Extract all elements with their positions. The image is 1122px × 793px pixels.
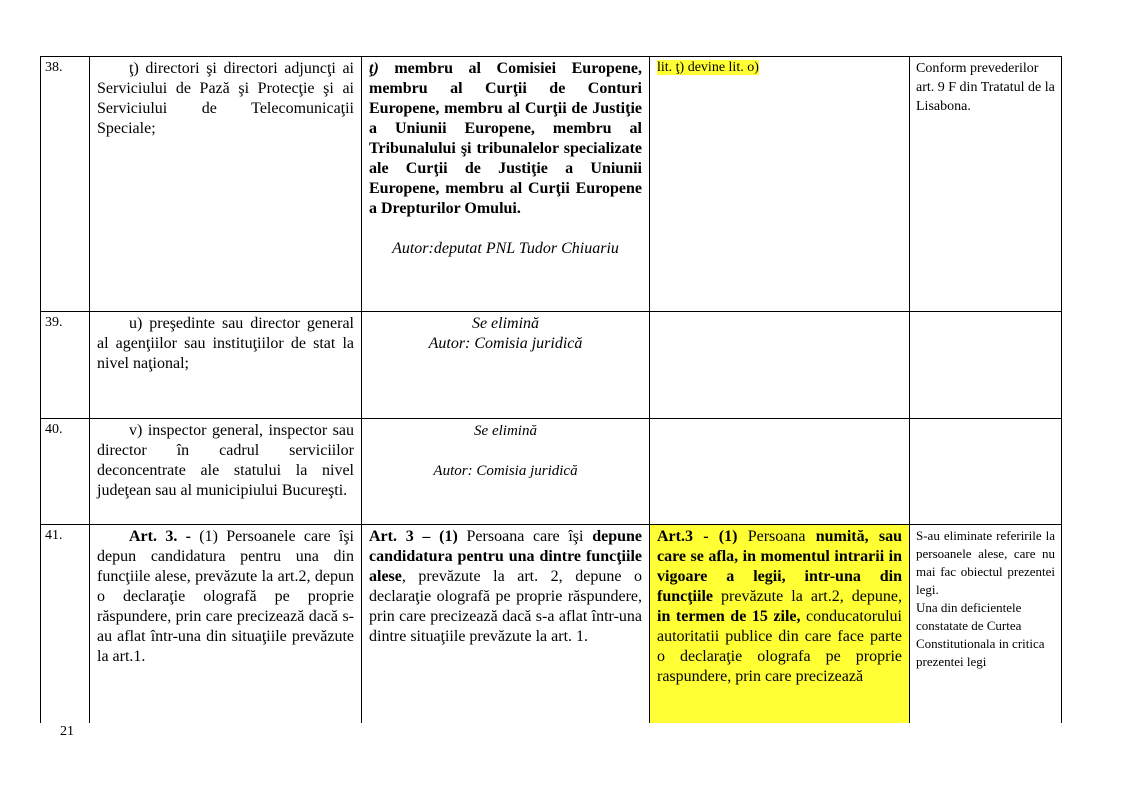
revised-text-bold: in termen de 15 zile,	[657, 608, 801, 625]
row-number: 38.	[41, 57, 90, 312]
original-text: v) inspector general, inspector sau director în cadrul serviciilor deconcentrate ale statului la nivel judeţean sau al municipiului Bucureşti.	[97, 422, 354, 499]
motivation-cell	[910, 312, 1062, 419]
revised-text: lit. ţ) devine lit. o)	[657, 60, 759, 75]
amendment-article-heading: Art. 3 – (1)	[369, 528, 458, 545]
row-number: 40.	[41, 419, 90, 525]
motivation-text: Conform prevederilor art. 9 F din Tratatul de la Lisabona.	[916, 61, 1055, 114]
original-text-cell	[90, 57, 362, 312]
motivation-cell	[910, 57, 1062, 312]
amendments-table	[40, 56, 1062, 723]
amendment-removed: Se elimină	[471, 315, 540, 332]
row-number: 41.	[41, 525, 90, 724]
motivation-text: S-au eliminate referirile la persoanele alese, care nu mai fac obiectul prezentei legi.	[916, 528, 1055, 597]
revised-text-bold: numită, sau care se afla, in momentul intrarii in vigoare a legii, intr-una din funcţiile	[657, 528, 903, 605]
amendment-author: Autor:deputat PNL Tudor Chiuariu	[392, 240, 619, 257]
amendment-author: Autor: Comisia juridică	[428, 335, 583, 352]
amendment-cell	[362, 525, 650, 724]
amendment-removed: Se elimină	[474, 423, 537, 439]
amendment-cell	[362, 419, 650, 525]
amendment-text: Persoana care îşi	[457, 528, 593, 545]
revised-text: prevăzute la art.2, depune,	[713, 588, 902, 605]
original-text: u) preşedinte sau director general al agenţiilor sau instituţiilor de stat la nivel naţional;	[97, 315, 354, 372]
revised-article-heading: Art.3 - (1)	[657, 528, 738, 545]
table-row	[41, 419, 1062, 525]
original-text: (1) Persoanele care îşi depun candidatura pentru una din funcţiile alese, prevăzute la art.2, depun o declaraţie olografă pe proprie răspundere, prin care precizează dacă s-au aflat într-una din situaţiile prevăzute la art.1.	[97, 528, 354, 665]
amendment-cell	[362, 57, 650, 312]
motivation-cell	[910, 419, 1062, 525]
motivation-text: Una din deficientele constatate de Curtea Constitutionala in critica prezentei legi	[916, 600, 1045, 669]
revised-cell	[650, 57, 910, 312]
row-number: 39.	[41, 312, 90, 419]
original-text-cell	[90, 525, 362, 724]
amendment-cell	[362, 312, 650, 419]
motivation-cell	[910, 525, 1062, 724]
original-text-cell	[90, 419, 362, 525]
revised-cell	[650, 419, 910, 525]
amendment-text: membru al Comisiei Europene, membru al Curţii de Conturi Europene, membru al Curţii de Justiţie a Uniunii Europene, membru al Tribunalului şi tribunalelor specializate ale Curţii de Justiţie a Uniunii Europene, membru al Curţii Europene a Drepturilor Omului.	[369, 60, 642, 217]
amendment-author: Autor: Comisia juridică	[433, 463, 578, 479]
original-text-cell	[90, 312, 362, 419]
page-number: 21	[60, 724, 74, 739]
table-row	[41, 312, 1062, 419]
amendment-text-bold: depune candidatura pentru una dintre funcţiile alese	[369, 528, 643, 585]
amendment-text: , prevăzute la art. 2, depune o declaraţie olografă pe proprie răspundere, prin care precizează dacă s-a aflat într-una dintre situaţiile prevăzute la art. 1.	[369, 568, 642, 645]
original-text: ţ) directori şi directori adjuncţi ai Serviciului de Pază şi Protecţie şi ai Serviciului de Telecomunicaţii Speciale;	[97, 60, 354, 137]
original-article-heading: Art. 3. -	[129, 528, 191, 545]
revised-cell	[650, 312, 910, 419]
revised-cell	[650, 525, 910, 724]
table-row	[41, 57, 1062, 312]
table-row	[41, 525, 1062, 724]
revised-text: conducatorului autoritatii publice din care face parte o declaraţie olografa pe proprie raspundere, prin care precizează	[657, 608, 902, 685]
amendment-letter: ţ)	[369, 60, 379, 77]
revised-text: Persoana	[737, 528, 816, 545]
